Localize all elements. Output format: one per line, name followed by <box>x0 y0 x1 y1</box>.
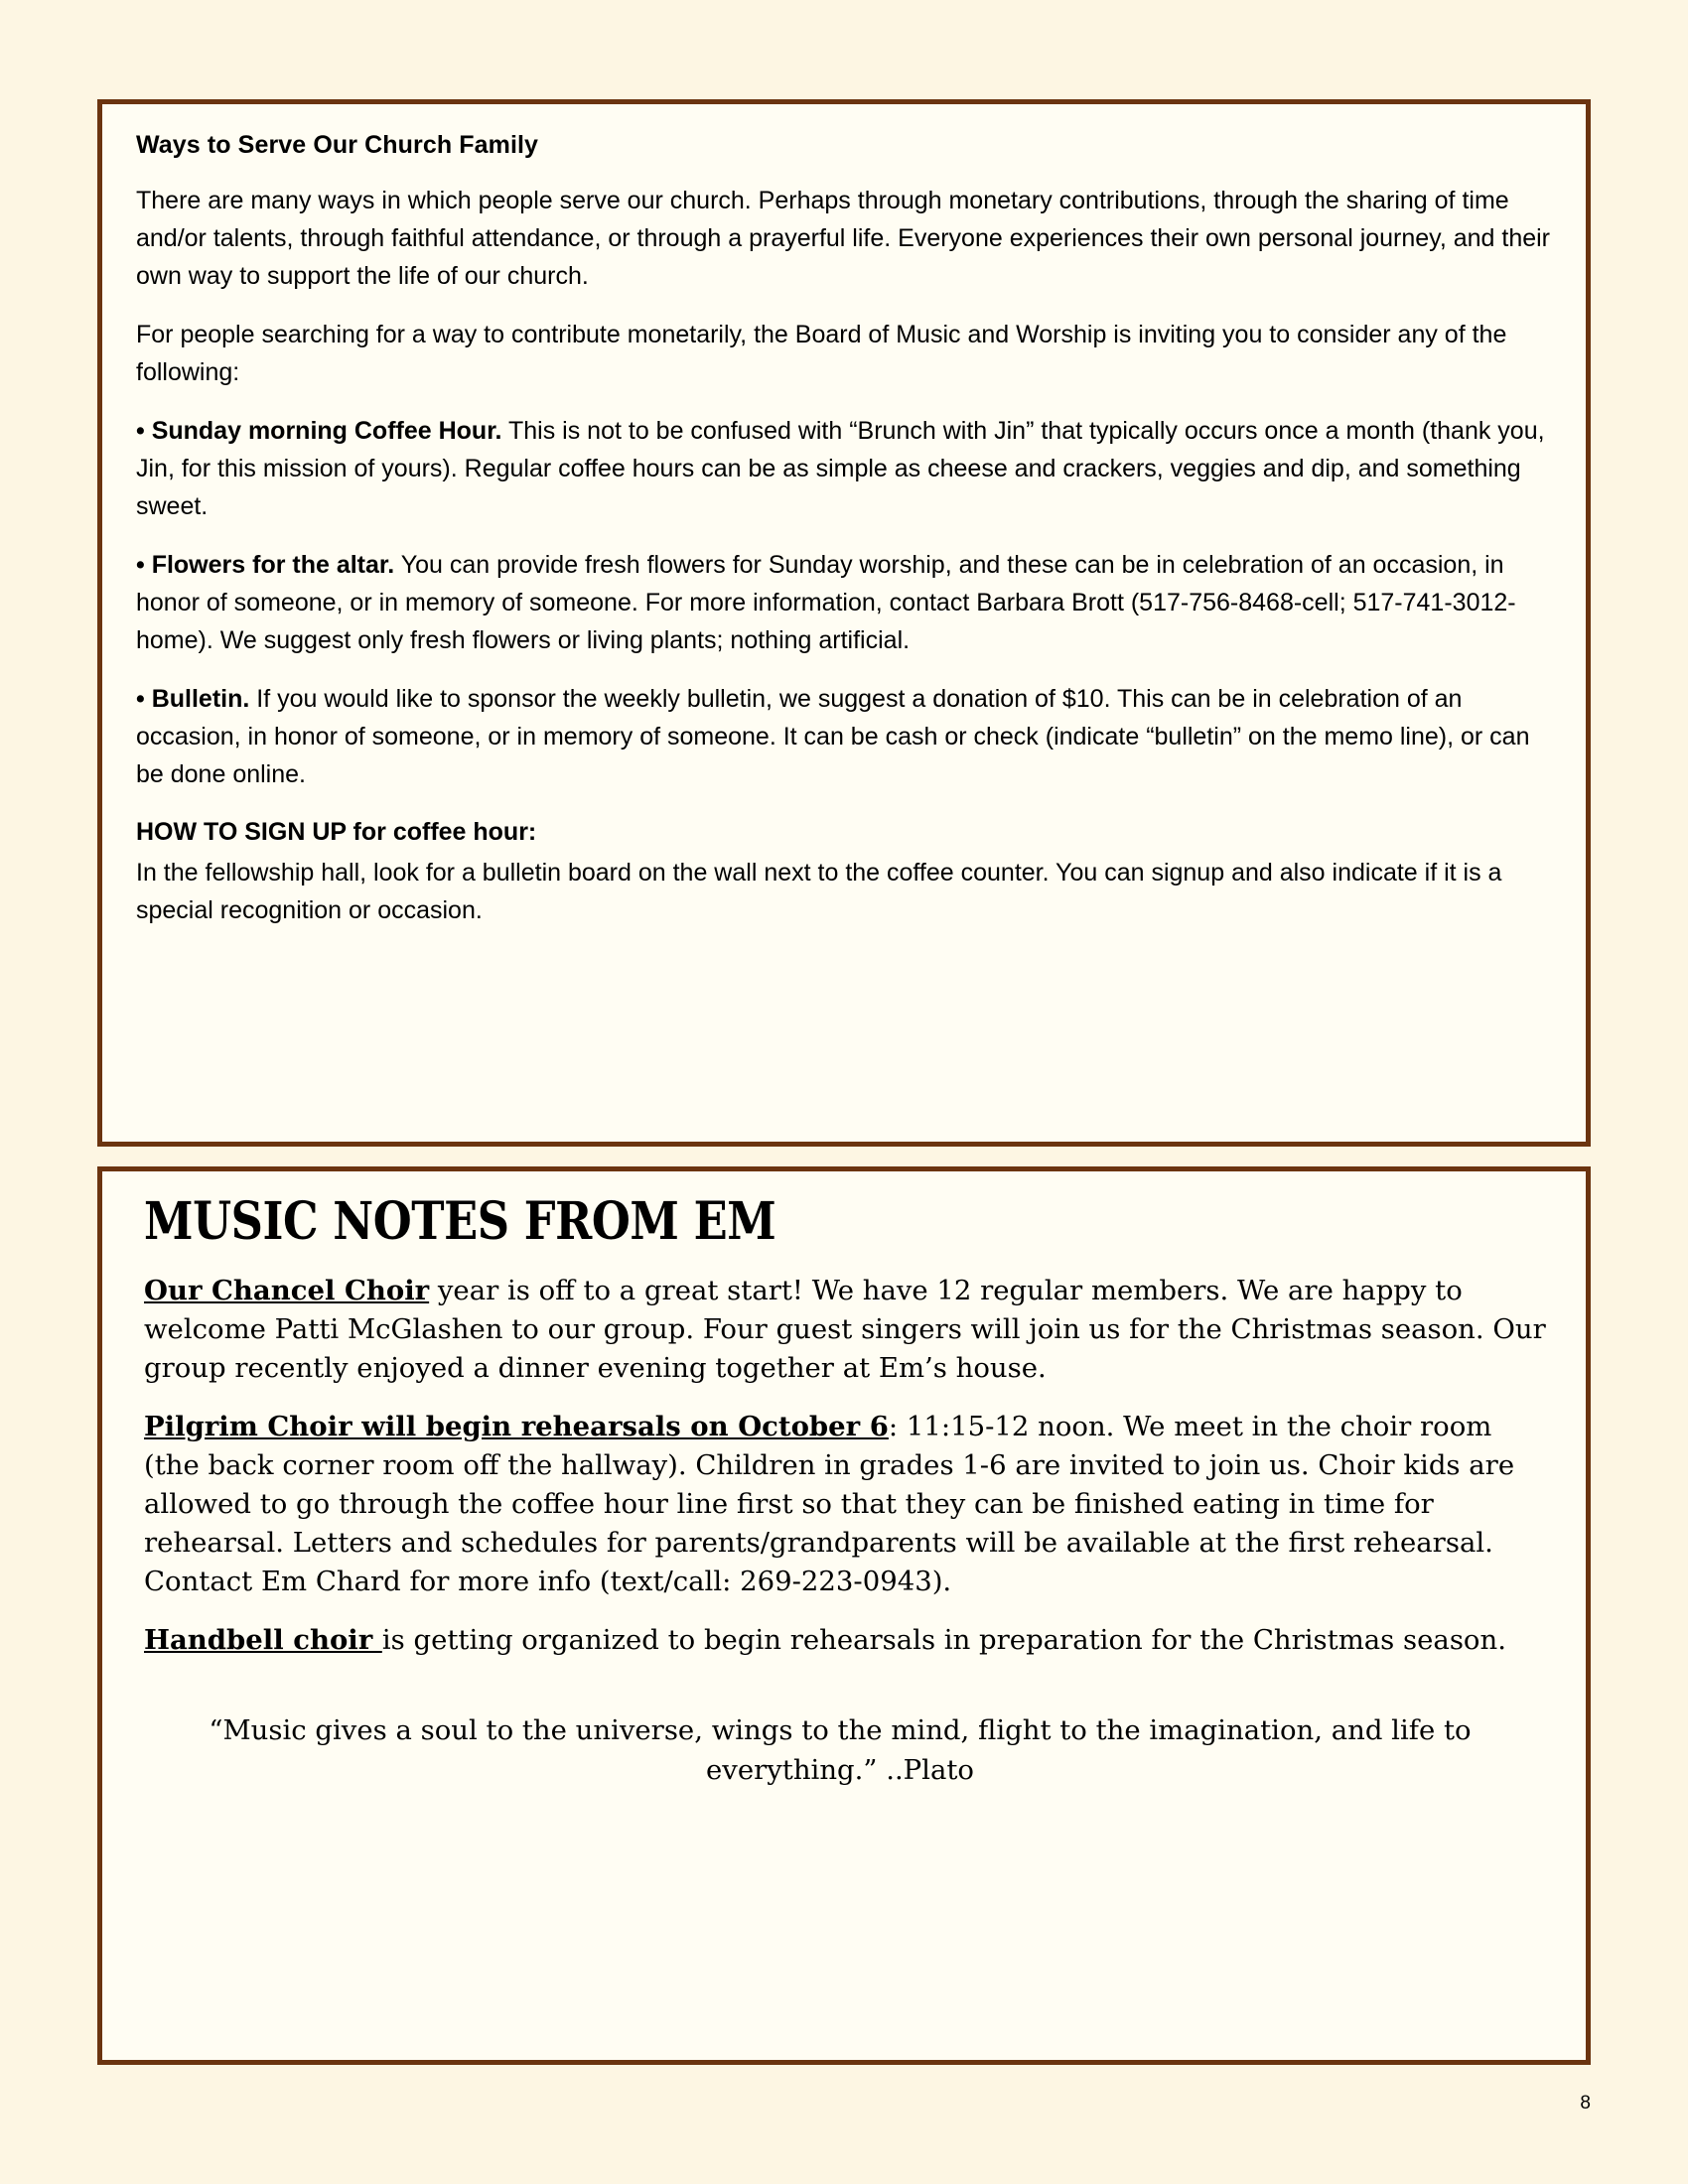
bullet-flowers-label: • Flowers for the altar. <box>136 551 395 579</box>
music-notes-title: MUSIC NOTES FROM EM <box>144 1191 776 1252</box>
music-paragraph-chancel-choir <box>144 1272 1548 1388</box>
bullet-coffee-hour-text: This is not to be confused with “Brunch with Jin” that typically occurs once a month (thank you, Jin, for this mission of yours). Regular coffee hours can be as simple as cheese and crackers, veggies and dip, and something sweet. <box>136 417 1545 520</box>
pilgrim-choir-text: : 11:15-12 noon. We meet in the choir room (the back corner room off the hallway). Children in grades 1-6 are invited to join us. Choir kids are allowed to go through the coffee hour line first so that they can be finished eating in time for rehearsal. Letters and schedules for parents/grandparents will be available at the first rehearsal. Contact Em Chard for more info (text/call: 269-223-0943). <box>144 1410 1515 1597</box>
bullet-bulletin <box>136 680 1552 793</box>
handbell-choir-lead: Handbell choir <box>144 1623 382 1656</box>
bullet-coffee-hour-label: • Sunday morning Coffee Hour. <box>136 417 502 445</box>
pilgrim-choir-lead: Pilgrim Choir will begin rehearsals on October 6 <box>144 1410 889 1442</box>
chancel-choir-text: year is off to a great start! We have 12 regular members. We are happy to welcome Patti McGlashen to our group. Four guest singers will join us for the Christmas season. Our group recently enjoyed a dinner evening together at Em’s house. <box>144 1274 1546 1384</box>
bullet-coffee-hour <box>136 412 1552 525</box>
ways-to-serve-paragraph-1: There are many ways in which people serve our church. Perhaps through monetary contributions, through the sharing of time and/or talents, through faithful attendance, or through a prayerful life. Everyone experiences their own personal journey, and their own way to support the life of our church. <box>136 187 1551 290</box>
bullet-bulletin-text: If you would like to sponsor the weekly bulletin, we suggest a donation of $10. This can be in celebration of an occasion, in honor of someone, or in memory of someone. It can be cash or check (indicate “bulletin” on the memo line), or can be done online. <box>136 685 1530 788</box>
signup-heading: HOW TO SIGN UP for coffee hour: <box>136 818 537 846</box>
bullet-flowers <box>136 546 1552 659</box>
music-paragraph-handbell-choir <box>144 1621 1548 1660</box>
ways-to-serve-paragraph-2: For people searching for a way to contribute monetarily, the Board of Music and Worship is inviting you to consider any of the following: <box>136 321 1507 386</box>
ways-to-serve-heading: Ways to Serve Our Church Family <box>136 131 539 159</box>
page-number: 8 <box>1580 2093 1591 2114</box>
bullet-bulletin-label: • Bulletin. <box>136 685 250 713</box>
music-paragraph-pilgrim-choir <box>144 1408 1548 1601</box>
handbell-choir-text: is getting organized to begin rehearsals in preparation for the Christmas season. <box>381 1623 1506 1656</box>
ways-to-serve-section <box>97 99 1591 1147</box>
music-notes-section <box>97 1166 1591 2065</box>
bullet-flowers-text: You can provide fresh flowers for Sunday worship, and these can be in celebration of an occasion, in honor of someone, or in memory of someone. For more information, contact Barbara Brott (517-756-8468-cell; 517-741-3012-home). We suggest only fresh flowers or living plants; nothing artificial. <box>136 551 1516 654</box>
music-quote: “Music gives a soul to the universe, wings to the mind, flight to the imagination, and life to everything.” ..Plato <box>209 1714 1472 1786</box>
chancel-choir-lead: Our Chancel Choir <box>144 1274 430 1306</box>
signup-text: In the fellowship hall, look for a bulletin board on the wall next to the coffee counter. You can signup and also indicate if it is a special recognition or occasion. <box>136 858 1502 924</box>
